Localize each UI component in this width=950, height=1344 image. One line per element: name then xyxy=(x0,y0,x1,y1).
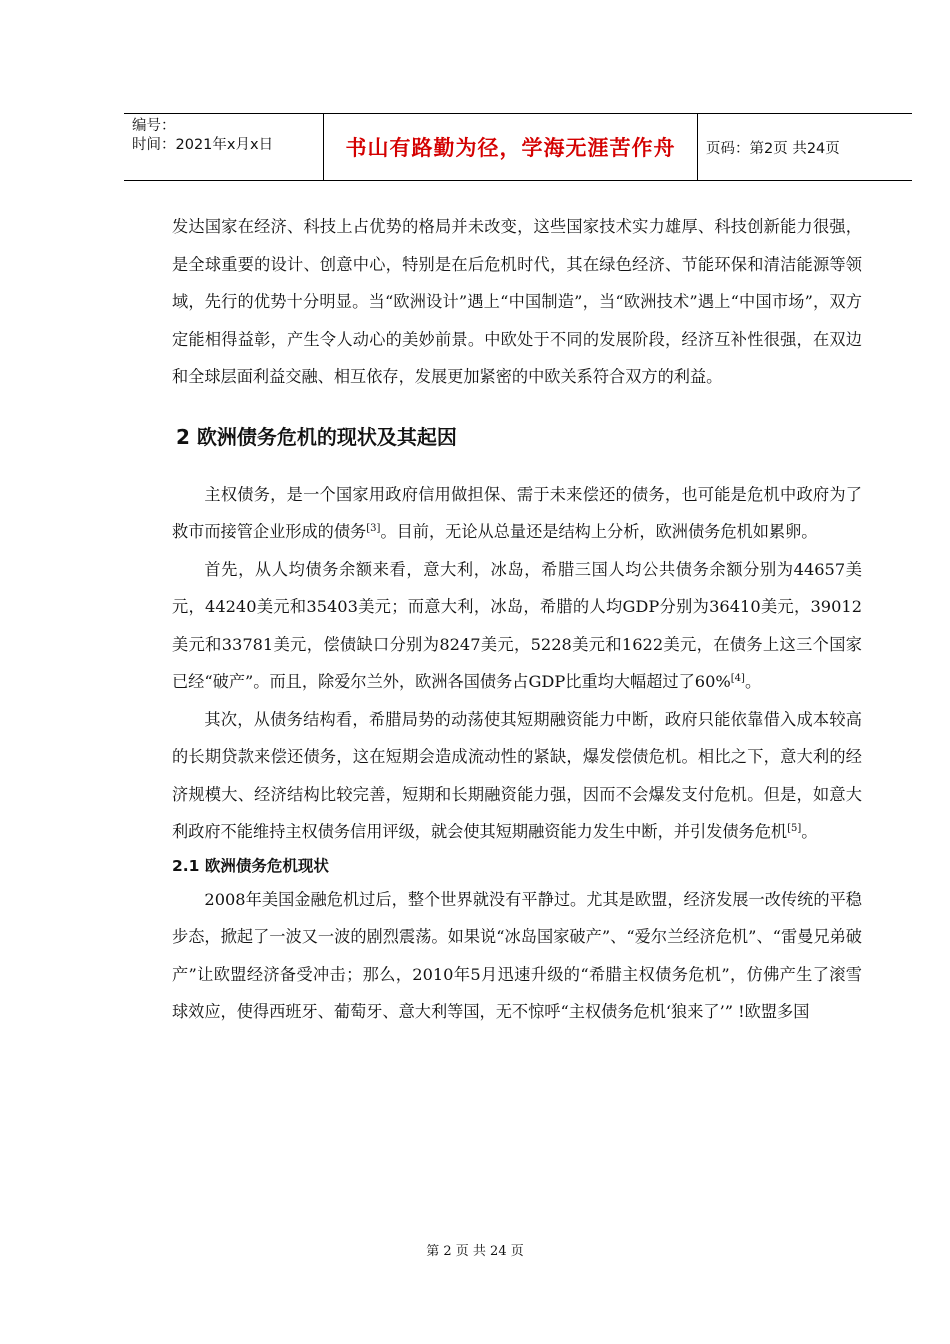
page-header xyxy=(124,113,912,181)
paragraph-text: 。目前，无论从总量还是结构上分析，欧洲债务危机如累卵。 xyxy=(380,522,818,541)
citation-ref[interactable]: [4] xyxy=(730,673,745,684)
paragraph-continued: 发达国家在经济、科技上占优势的格局并未改变，这些国家技术实力雄厚、科技创新能力很强，是全球重要的设计、创意中心，特别是在后危机时代，其在绿色经济、节能环保和清洁能源等领域，先行的优势十分明显。当“欧洲设计”遇上“中国制造”，当“欧洲技术”遇上“中国市场”，双方定能相得益彰，产生令人动心的美妙前景。中欧处于不同的发展阶段，经济互补性很强，在双边和全球层面利益交融、相互依存，发展更加紧密的中欧关系符合双方的利益。 xyxy=(172,217,862,386)
paragraph-text: 。 xyxy=(801,822,818,841)
paragraph-per-capita-debt xyxy=(172,551,862,701)
section-heading-2: 2 欧洲债务危机的现状及其起因 xyxy=(176,424,457,449)
paragraph-sovereign-debt xyxy=(172,476,862,551)
paragraph-text: 其次，从债务结构看，希腊局势的动荡使其短期融资能力中断，政府只能依靠借入成本较高的长期贷款来偿还债务，这在短期会造成流动性的紧缺，爆发偿债危机。相比之下，意大利的经济规模大、经济结构比较完善，短期和长期融资能力强，因而不会爆发支付危机。但是，如意大利政府不能维持主权债务信用评级，就会使其短期融资能力发生中断，并引发债务危机 xyxy=(172,709,862,841)
paragraph-text: 首先，从人均债务余额来看，意大利，冰岛，希腊三国人均公共债务余额分别为44657美元，44240美元和35403美元；而意大利，冰岛，希腊的人均GDP分别为36410美元，39012美元和33781美元，偿债缺口分别为8247美元，5228美元和1622美元，在债务上这三个国家已经“破产”。而且，除爱尔兰外，欧洲各国债务占GDP比重均大幅超过了60% xyxy=(172,559,862,691)
header-page-info: 页码：第2页 共24页 xyxy=(706,140,840,157)
header-meta xyxy=(124,114,324,180)
document-body xyxy=(172,208,862,1031)
section-heading-2-1: 2.1 欧洲债务危机现状 xyxy=(172,856,329,875)
citation-ref[interactable]: [3] xyxy=(366,523,381,534)
header-number-label: 编号： xyxy=(132,118,176,134)
header-motto: 书山有路勤为径，学海无涯苦作舟 xyxy=(324,114,698,180)
header-time-label: 时间：2021年x月x日 xyxy=(132,137,274,153)
paragraph-text: 主权债务，是一个国家用政府信用做担保、需于未来偿还的债务，也可能是危机中政府为了救市而接管企业形成的债务 xyxy=(172,484,862,541)
paragraph-debt-structure xyxy=(172,701,862,851)
paragraph-text: 。 xyxy=(744,672,762,691)
citation-ref[interactable]: [5] xyxy=(787,823,802,834)
paragraph-crisis-status: 2008年美国金融危机过后，整个世界就没有平静过。尤其是欧盟，经济发展一改传统的平稳步态，掀起了一波又一波的剧烈震荡。如果说“冰岛国家破产”、“爱尔兰经济危机”、“雷曼兄弟破产”让欧盟经济备受冲击；那么，2010年5月迅速升级的“希腊主权债务危机”，仿佛产生了滚雪球效应，使得西班牙、葡萄牙、意大利等国，无不惊呼“主权债务危机‘狼来了’” !欧盟多国 xyxy=(172,889,862,1021)
page-footer: 第 2 页 共 24 页 xyxy=(426,1244,524,1259)
